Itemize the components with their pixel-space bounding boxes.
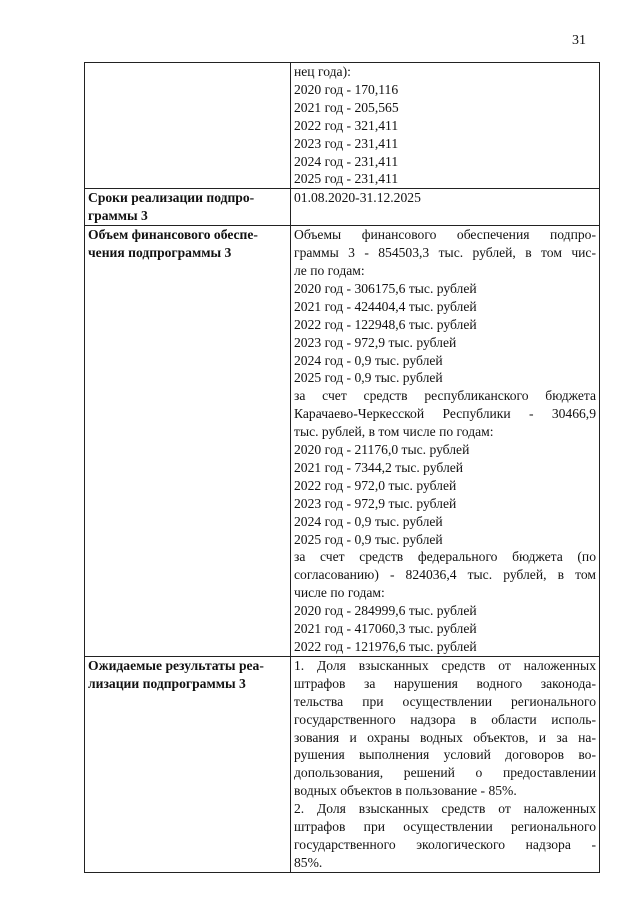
row-label-line: чения подпрограммы 3 [88, 245, 232, 261]
row-value-line: тыс. рублей, в том числе по годам: [294, 424, 494, 440]
row-value-line: 2025 год - 0,9 тыс. рублей [294, 370, 443, 386]
row-value-line: 2020 год - 170,116 [294, 81, 399, 97]
row-label-cell [85, 63, 291, 189]
row-value-line: 85%. [294, 854, 323, 870]
table-row [85, 226, 600, 657]
row-label-line: Ожидаемые результаты реа- [88, 657, 264, 673]
row-value-line: числе по годам: [294, 585, 385, 601]
row-value-line: зования и охраны водных объектов, и за на- [294, 729, 596, 745]
row-label-cell [85, 189, 291, 226]
row-label-line: Сроки реализации подпро- [88, 190, 255, 206]
row-value-line: Объемы финансового обеспечения подпро- [294, 227, 596, 243]
row-value-line: 2025 год - 0,9 тыс. рублей [294, 531, 443, 547]
row-value-line: 2023 год - 972,9 тыс. рублей [294, 334, 457, 350]
row-value-cell [291, 63, 600, 189]
row-value-cell [291, 189, 600, 226]
row-value-line: водных объектов в пользование - 85%. [294, 783, 517, 799]
row-value-line: 2023 год - 231,411 [294, 135, 399, 151]
row-label-line: Объем финансового обеспе- [88, 227, 258, 243]
row-value-line: штрафов при осуществлении регионального [294, 819, 596, 835]
row-value-line: государственного надзора в области исполь- [294, 711, 596, 727]
row-value-line: допользования, решений о предоставлении [294, 765, 596, 781]
row-value-line: государственного экологического надзора - [294, 836, 596, 852]
row-value-line: согласованию) - 824036,4 тыс. рублей, в том [294, 567, 596, 583]
row-value-line: 01.08.2020-31.12.2025 [294, 190, 421, 206]
row-value-line: ле по годам: [294, 262, 365, 278]
table-row [85, 656, 600, 872]
row-value-line: 2022 год - 122948,6 тыс. рублей [294, 316, 477, 332]
row-value-line: 2024 год - 0,9 тыс. рублей [294, 352, 443, 368]
row-value-line: 1. Доля взысканных средств от наложенных [294, 657, 596, 673]
subprogram-passport-table [84, 62, 600, 873]
row-value-line: Карачаево-Черкесской Республики - 30466,9 [294, 406, 596, 422]
page-number: 31 [572, 33, 586, 48]
row-value-line: 2. Доля взысканных средств от наложенных [294, 801, 596, 817]
table-row [85, 63, 600, 189]
table-row [85, 189, 600, 226]
row-value-line: 2025 год - 231,411 [294, 171, 399, 187]
row-value-line: нец года): [294, 64, 351, 79]
row-value-line: 2022 год - 321,411 [294, 117, 399, 133]
row-label-cell [85, 656, 291, 872]
row-value-line: рушения выполнения условий договоров во- [294, 747, 596, 763]
row-value-line: штрафов за нарушения водного законода- [294, 675, 596, 691]
row-value-line: 2021 год - 424404,4 тыс. рублей [294, 298, 477, 314]
row-label-line: лизации подпрограммы 3 [88, 675, 246, 691]
row-value-line: 2020 год - 21176,0 тыс. рублей [294, 442, 470, 458]
row-label-line: граммы 3 [88, 208, 148, 224]
row-value-line: 2021 год - 205,565 [294, 99, 399, 115]
row-value-line: тельства при осуществлении регионального [294, 693, 596, 709]
row-value-line: 2022 год - 121976,6 тыс. рублей [294, 639, 477, 654]
row-value-line: 2023 год - 972,9 тыс. рублей [294, 495, 457, 511]
row-value-line: граммы 3 - 854503,3 тыс. рублей, в том чис- [294, 245, 596, 261]
row-value-line: 2021 год - 417060,3 тыс. рублей [294, 621, 477, 637]
row-value-line: 2024 год - 231,411 [294, 153, 399, 169]
row-label-cell [85, 226, 291, 657]
row-value-line: 2020 год - 306175,6 тыс. рублей [294, 280, 477, 296]
row-value-line: 2022 год - 972,0 тыс. рублей [294, 477, 457, 493]
row-value-line: 2020 год - 284999,6 тыс. рублей [294, 603, 477, 619]
row-value-line: 2021 год - 7344,2 тыс. рублей [294, 459, 464, 475]
row-value-cell [291, 226, 600, 657]
row-value-line: за счет средств федерального бюджета (по [294, 549, 596, 565]
row-value-line: 2024 год - 0,9 тыс. рублей [294, 513, 443, 529]
row-value-cell [291, 656, 600, 872]
row-value-line: за счет средств республиканского бюджета [294, 388, 596, 404]
